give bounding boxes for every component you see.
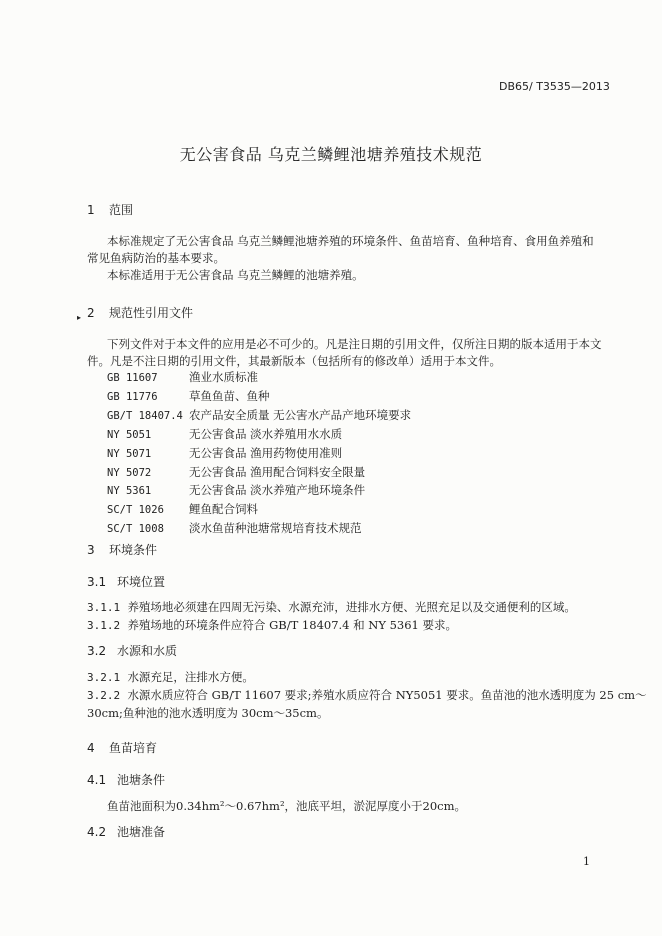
reference-item xyxy=(107,482,411,501)
reference-item xyxy=(107,445,411,464)
section-number: 4 xyxy=(87,741,95,755)
section-2-heading xyxy=(87,304,193,321)
clause-3-2-1 xyxy=(87,668,254,687)
reference-item xyxy=(107,464,411,483)
section-1-heading xyxy=(87,201,133,218)
reference-title: 渔业水质标准 xyxy=(189,370,258,384)
standard-code: DB65/ T3535—2013 xyxy=(499,80,610,93)
section-number: 2 xyxy=(87,306,95,320)
reference-title: 无公害食品 淡水养殖用水水质 xyxy=(189,426,343,441)
subsection-4-2-heading xyxy=(87,823,165,840)
reference-title: 无公害食品 渔用药物使用准则 xyxy=(189,445,343,460)
reference-code: SC/T 1026 xyxy=(107,504,164,517)
subsection-3-2-heading xyxy=(87,642,177,659)
reference-item xyxy=(107,388,411,407)
clause-3-1-2 xyxy=(87,616,457,635)
reference-title: 淡水鱼苗种池塘常规培育技术规范 xyxy=(189,521,362,536)
clause-text: 水源水质应符合 GB/T 11607 要求;养殖水质应符合 NY5051 要求。鱼苗池的池水透明度为 25 cm～ xyxy=(127,688,647,702)
section-3-heading xyxy=(87,541,157,558)
references-intro-line: 下列文件对于本文件的应用是必不可少的。凡是注日期的引用文件，仅所注日期的版本适用于本文 xyxy=(107,337,602,351)
reference-item xyxy=(107,501,411,520)
section-title: 环境条件 xyxy=(109,543,158,557)
reference-title: 无公害食品 渔用配合饲料安全限量 xyxy=(189,464,366,479)
page-number: 1 xyxy=(583,855,590,868)
section-4-heading xyxy=(87,739,157,756)
reference-code: NY 5071 xyxy=(107,447,152,460)
subsection-title: 环境位置 xyxy=(117,575,166,589)
reference-title: 无公害食品 淡水养殖产地环境条件 xyxy=(189,483,366,498)
reference-code: NY 5072 xyxy=(107,466,152,479)
subsection-number: 4.2 xyxy=(87,825,107,839)
section-title: 规范性引用文件 xyxy=(109,306,194,320)
document-title: 无公害食品 乌克兰鳞鲤池塘养殖技术规范 xyxy=(179,145,483,164)
clause-3-1-1 xyxy=(87,598,576,617)
reference-list xyxy=(107,369,411,539)
reference-title: 草鱼鱼苗、鱼种 xyxy=(189,388,270,403)
clause-text: 养殖场地必须建在四周无污染、水源充沛，进排水方便、光照充足以及交通便利的区域。 xyxy=(127,600,576,614)
scope-paragraph-line: 本标准规定了无公害食品 乌克兰鳞鲤池塘养殖的环境条件、鱼苗培育、鱼种培育、食用鱼养殖和 xyxy=(107,234,594,248)
subsection-title: 水源和水质 xyxy=(117,644,178,658)
reference-item xyxy=(107,520,411,539)
reference-code: GB 11607 xyxy=(107,372,158,384)
clause-number: 3.2.2 xyxy=(87,689,121,702)
reference-item xyxy=(107,369,411,388)
clause-text: 水源充足，注排水方便。 xyxy=(127,670,254,684)
reference-item xyxy=(107,407,411,426)
pond-conditions-paragraph: 鱼苗池面积为0.34hm²～0.67hm²，池底平坦，淤泥厚度小于20cm。 xyxy=(107,799,467,813)
clause-3-2-2 xyxy=(87,686,647,705)
section-number: 3 xyxy=(87,543,95,557)
reference-title: 鲤鱼配合饲料 xyxy=(189,502,258,517)
references-intro-line: 件。凡是不注日期的引用文件，其最新版本（包括所有的修改单）适用于本文件。 xyxy=(87,354,501,368)
reference-code: NY 5051 xyxy=(107,428,152,441)
section-number: 1 xyxy=(87,203,95,217)
subsection-number: 4.1 xyxy=(87,773,107,787)
clause-number: 3.2.1 xyxy=(87,671,121,684)
scope-paragraph: 本标准适用于无公害食品 乌克兰鳞鲤的池塘养殖。 xyxy=(107,268,364,282)
clause-3-2-2-continuation: 30cm;鱼种池的池水透明度为 30cm～35cm。 xyxy=(87,706,329,720)
clause-number: 3.1.1 xyxy=(87,601,121,614)
reference-code: SC/T 1008 xyxy=(107,523,164,536)
reference-title: 农产品安全质量 无公害水产品产地环境要求 xyxy=(189,407,412,422)
subsection-title: 池塘条件 xyxy=(117,773,166,787)
subsection-4-1-heading xyxy=(87,771,165,788)
subsection-number: 3.2 xyxy=(87,644,107,658)
subsection-3-1-heading xyxy=(87,573,165,590)
section-title: 鱼苗培育 xyxy=(109,741,158,755)
scope-paragraph-line: 常见鱼病防治的基本要求。 xyxy=(87,251,225,265)
subsection-number: 3.1 xyxy=(87,575,107,589)
reference-item xyxy=(107,426,411,445)
margin-mark: ▸ xyxy=(77,313,82,322)
reference-code: NY 5361 xyxy=(107,485,152,498)
subsection-title: 池塘准备 xyxy=(117,825,166,839)
reference-code: GB/T 18407.4 xyxy=(107,409,183,422)
reference-code: GB 11776 xyxy=(107,390,158,403)
clause-number: 3.1.2 xyxy=(87,619,121,632)
clause-text: 养殖场地的环境条件应符合 GB/T 18407.4 和 NY 5361 要求。 xyxy=(127,618,458,632)
section-title: 范围 xyxy=(109,203,134,217)
